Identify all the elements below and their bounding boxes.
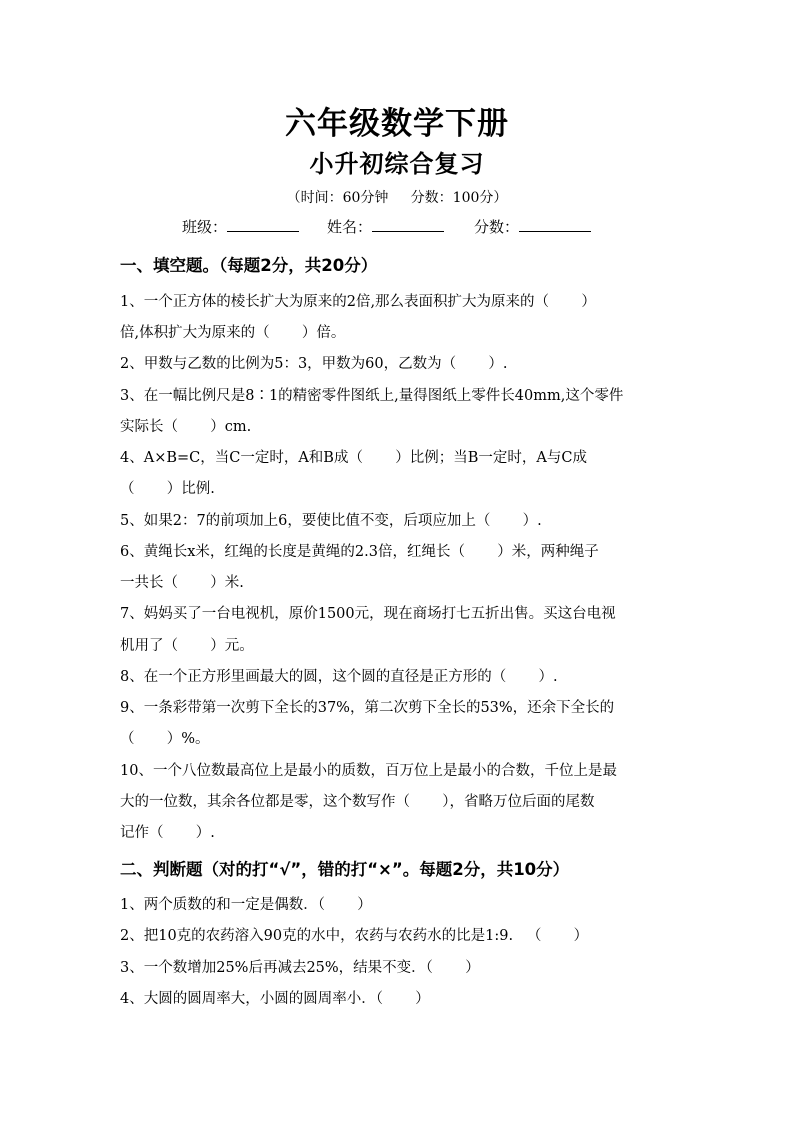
class-label: 班级： — [182, 218, 228, 236]
question-line: 7、妈妈买了一台电视机，原价1500元，现在商场打七五折出售。买这台电视 — [120, 606, 616, 622]
score-blank — [519, 217, 591, 232]
question-line: （ ）%。 — [120, 731, 210, 747]
question-line: 2、甲数与乙数的比例为5：3，甲数为60，乙数为（ ）. — [120, 356, 508, 372]
exam-time-score: （时间：60分钟 分数：100分） — [286, 190, 508, 206]
page-subtitle: 小升初综合复习 — [309, 150, 485, 178]
question-line: 4、A×B=C，当C一定时，A和B成（ ）比例；当B一定时，A与C成 — [120, 450, 587, 466]
question-line: 一共长（ ）米. — [120, 575, 244, 591]
section-heading-fill-blank: 一、填空题。（每题2分，共20分） — [120, 256, 378, 275]
question-line: 机用了（ ）元。 — [120, 638, 254, 654]
section-heading-true-false: 二、判断题（对的打“√”，错的打“×”。每题2分，共10分） — [120, 860, 570, 879]
question-line: 1、两个质数的和一定是偶数．（ ） — [120, 897, 372, 913]
question-line: 4、大圆的圆周率大，小圆的圆周率小．（ ） — [120, 991, 430, 1007]
question-line: 10、一个八位数最高位上是最小的质数，百万位上是最小的合数，千位上是最 — [120, 763, 617, 779]
question-line: 3、一个数增加25%后再减去25%，结果不变．（ ） — [120, 960, 480, 976]
question-line: 9、一条彩带第一次剪下全长的37%，第二次剪下全长的53%，还余下全长的 — [120, 700, 615, 716]
page-title: 六年级数学下册 — [285, 106, 509, 142]
question-line: 实际长（ ）cm. — [120, 419, 252, 435]
exam-info — [0, 187, 794, 207]
question-line: 大的一位数，其余各位都是零，这个数写作（ ），省略万位后面的尾数 — [120, 794, 595, 810]
question-line: 2、把10克的农药溶入90克的水中，农药与农药水的比是1:9. （ ） — [120, 928, 589, 944]
question-line: 5、如果2：7的前项加上6，要使比值不变，后项应加上（ ）. — [120, 513, 542, 529]
student-info-row — [182, 216, 591, 237]
question-line: 1、一个正方体的棱长扩大为原来的2倍,那么表面积扩大为原来的（ ） — [120, 294, 596, 310]
question-line: （ ）比例. — [120, 481, 215, 497]
question-line: 6、黄绳长x米，红绳的长度是黄绳的2.3倍，红绳长（ ）米，两种绳子 — [120, 544, 599, 560]
question-line: 记作（ ）. — [120, 825, 215, 841]
question-line: 8、在一个正方形里画最大的圆，这个圆的直径是正方形的（ ）. — [120, 669, 558, 685]
score-label: 分数： — [474, 218, 520, 236]
question-line: 倍,体积扩大为原来的（ ）倍。 — [120, 325, 346, 341]
name-blank — [372, 217, 444, 232]
class-blank — [227, 217, 299, 232]
question-line: 3、在一幅比例尺是8∶1的精密零件图纸上,量得图纸上零件长40mm,这个零件 — [120, 388, 624, 404]
name-label: 姓名： — [327, 218, 373, 236]
